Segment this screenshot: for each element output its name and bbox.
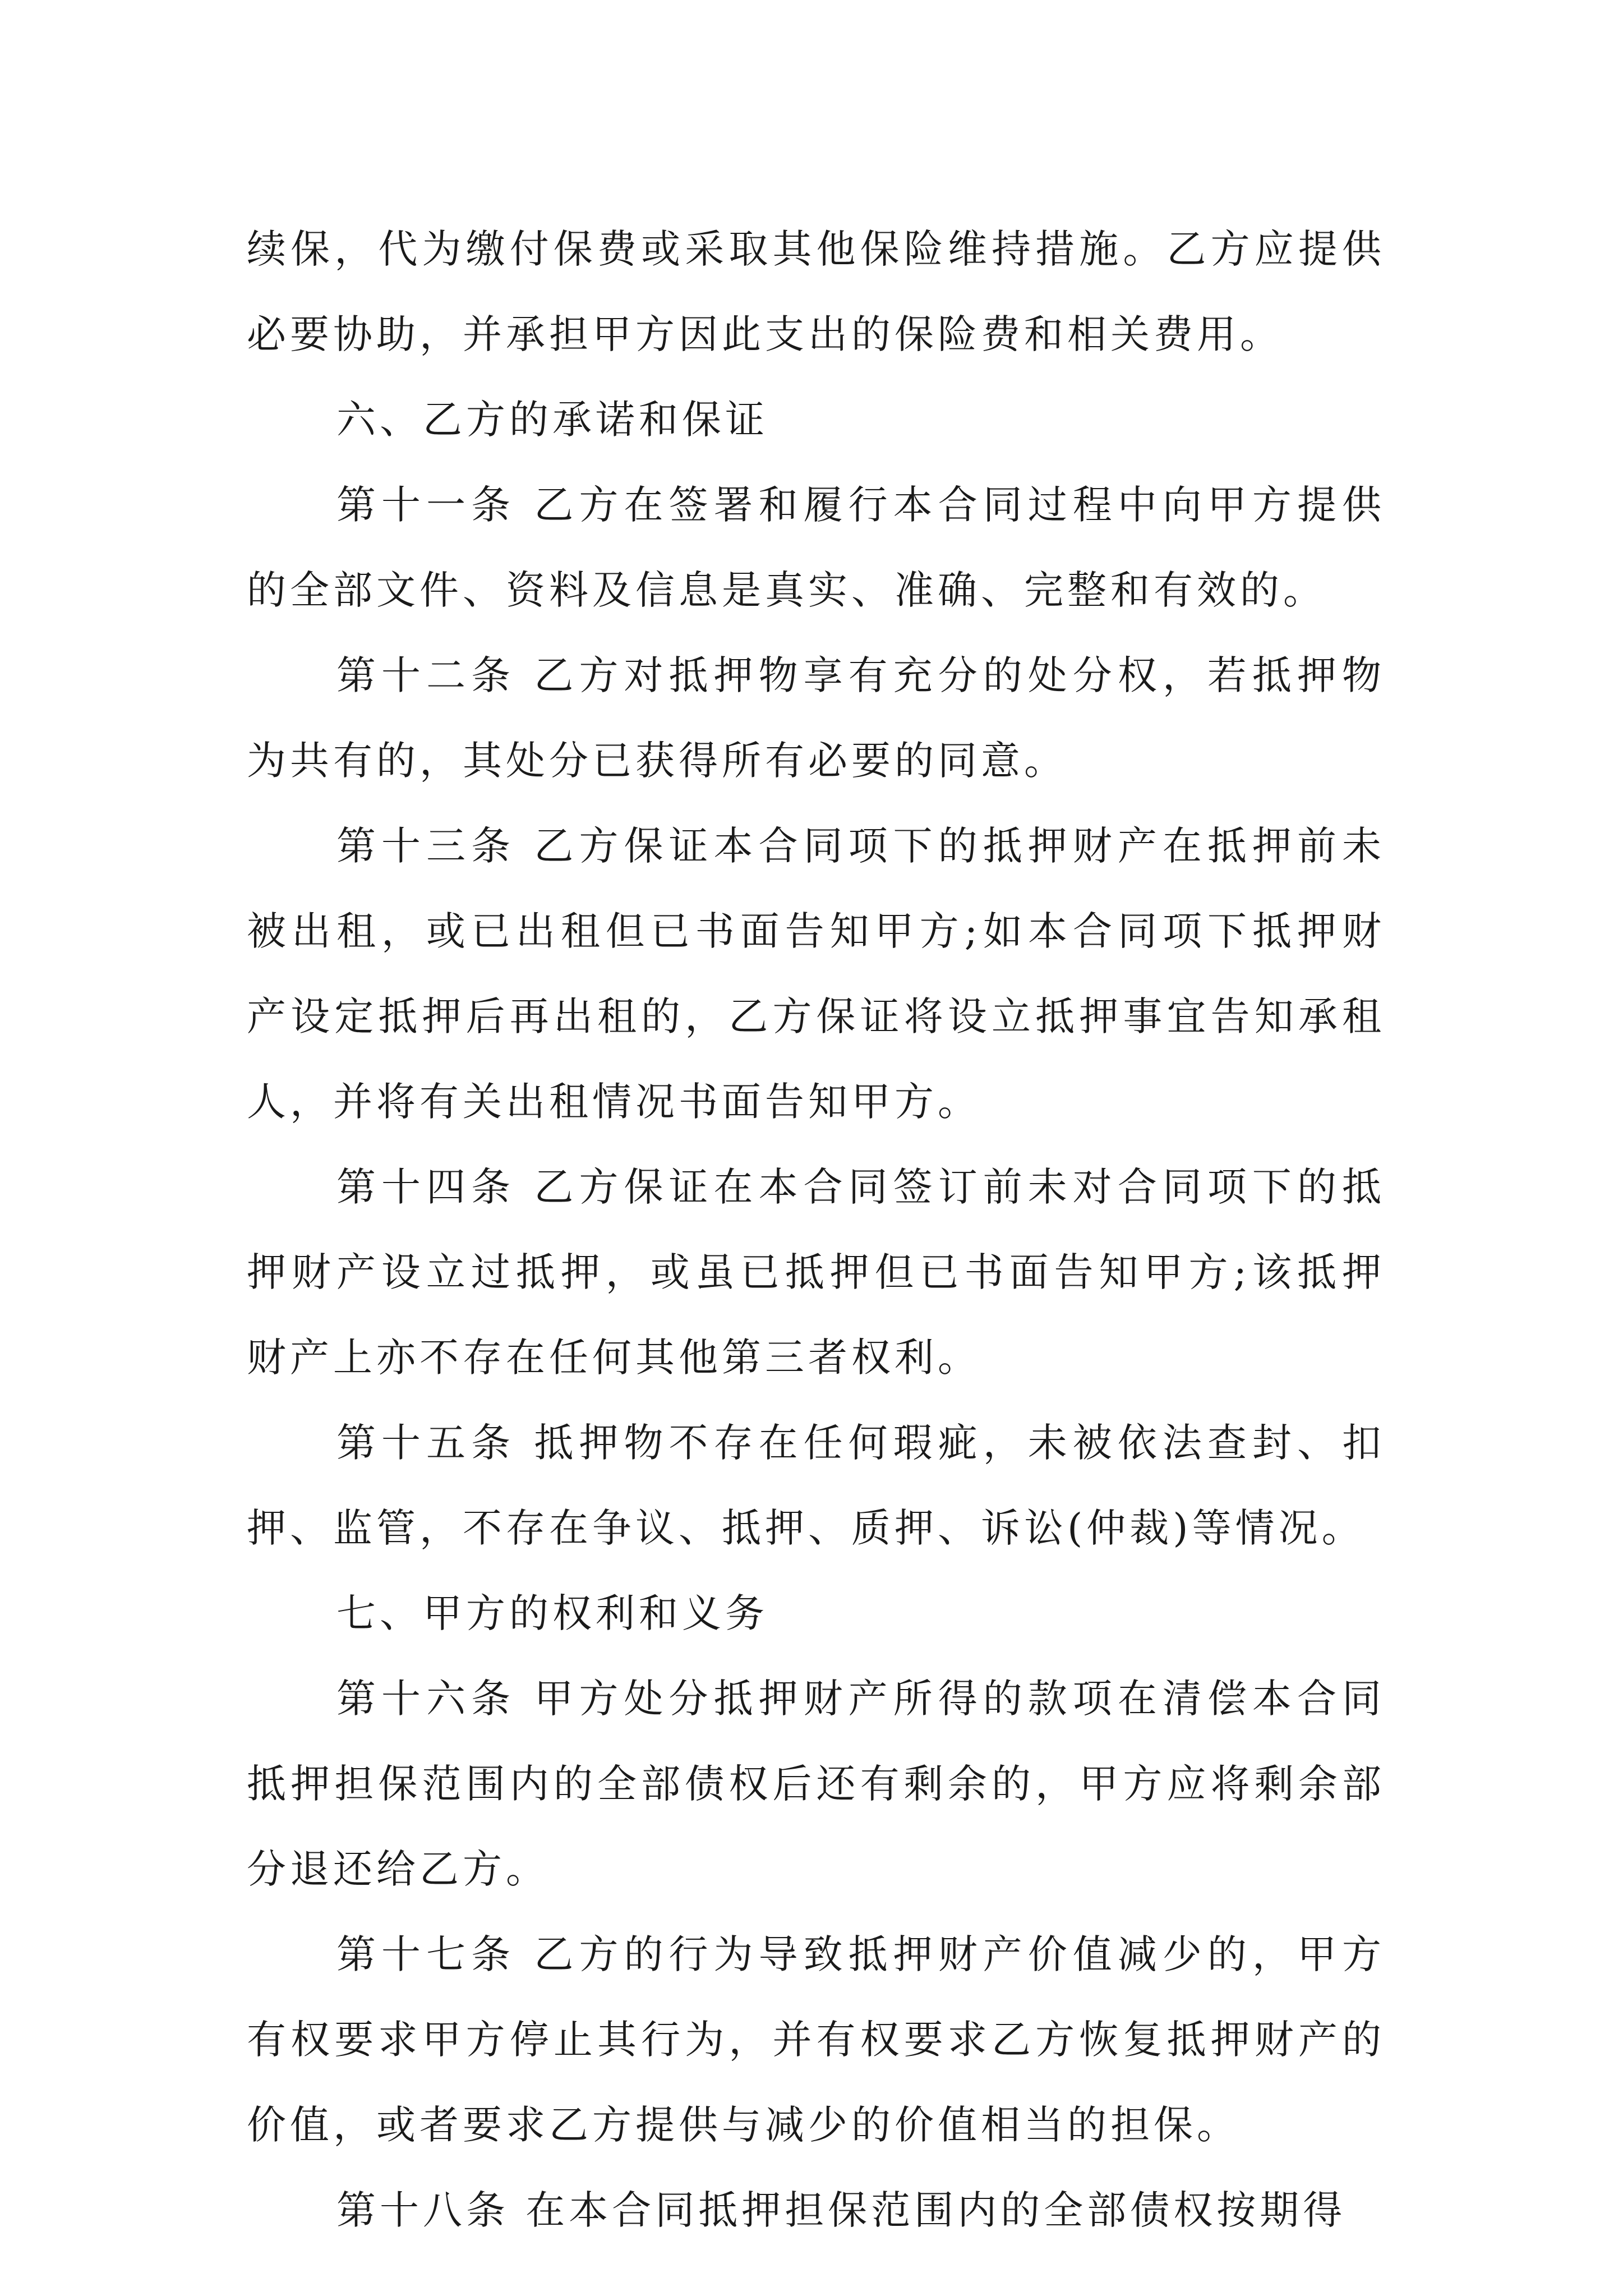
article-12: 第十二条 乙方对抵押物享有充分的处分权，若抵押物为共有的，其处分已获得所有必要的同意。 — [247, 652, 1385, 784]
article-15: 第十五条 抵押物不存在任何瑕疵，未被依法查封、扣押、监管，不存在争议、抵押、质押、诉讼(仲裁)等情况。 — [247, 1420, 1385, 1551]
article-16: 第十六条 甲方处分抵押财产所得的款项在清偿本合同抵押担保范围内的全部债权后还有剩余的，甲方应将剩余部分退还给乙方。 — [247, 1676, 1385, 1892]
paragraph-continuation: 续保，代为缴付保费或采取其他保险维持措施。乙方应提供必要协助，并承担甲方因此支出的保险费和相关费用。 — [247, 226, 1385, 357]
section-heading-7: 七、甲方的权利和义务 — [336, 1590, 768, 1636]
article-14: 第十四条 乙方保证在本合同签订前未对合同项下的抵押财产设立过抵押，或虽已抵押但已书面告知甲方;该抵押财产上亦不存在任何其他第三者权利。 — [247, 1164, 1385, 1381]
article-11: 第十一条 乙方在签署和履行本合同过程中向甲方提供的全部文件、资料及信息是真实、准确、完整和有效的。 — [247, 482, 1385, 613]
article-18: 第十八条 在本合同抵押担保范围内的全部债权按期得 — [336, 2187, 1347, 2233]
section-heading-6: 六、乙方的承诺和保证 — [336, 397, 768, 443]
article-13: 第十三条 乙方保证本合同项下的抵押财产在抵押前未被出租，或已出租但已书面告知甲方;如本合同项下抵押财产设定抵押后再出租的，乙方保证将设立抵押事宜告知承租人，并将有关出租情况书面告知甲方。 — [247, 823, 1385, 1125]
article-17: 第十七条 乙方的行为导致抵押财产价值减少的，甲方有权要求甲方停止其行为，并有权要求乙方恢复抵押财产的价值，或者要求乙方提供与减少的价值相当的担保。 — [247, 1931, 1385, 2148]
document-body — [247, 206, 1385, 2253]
